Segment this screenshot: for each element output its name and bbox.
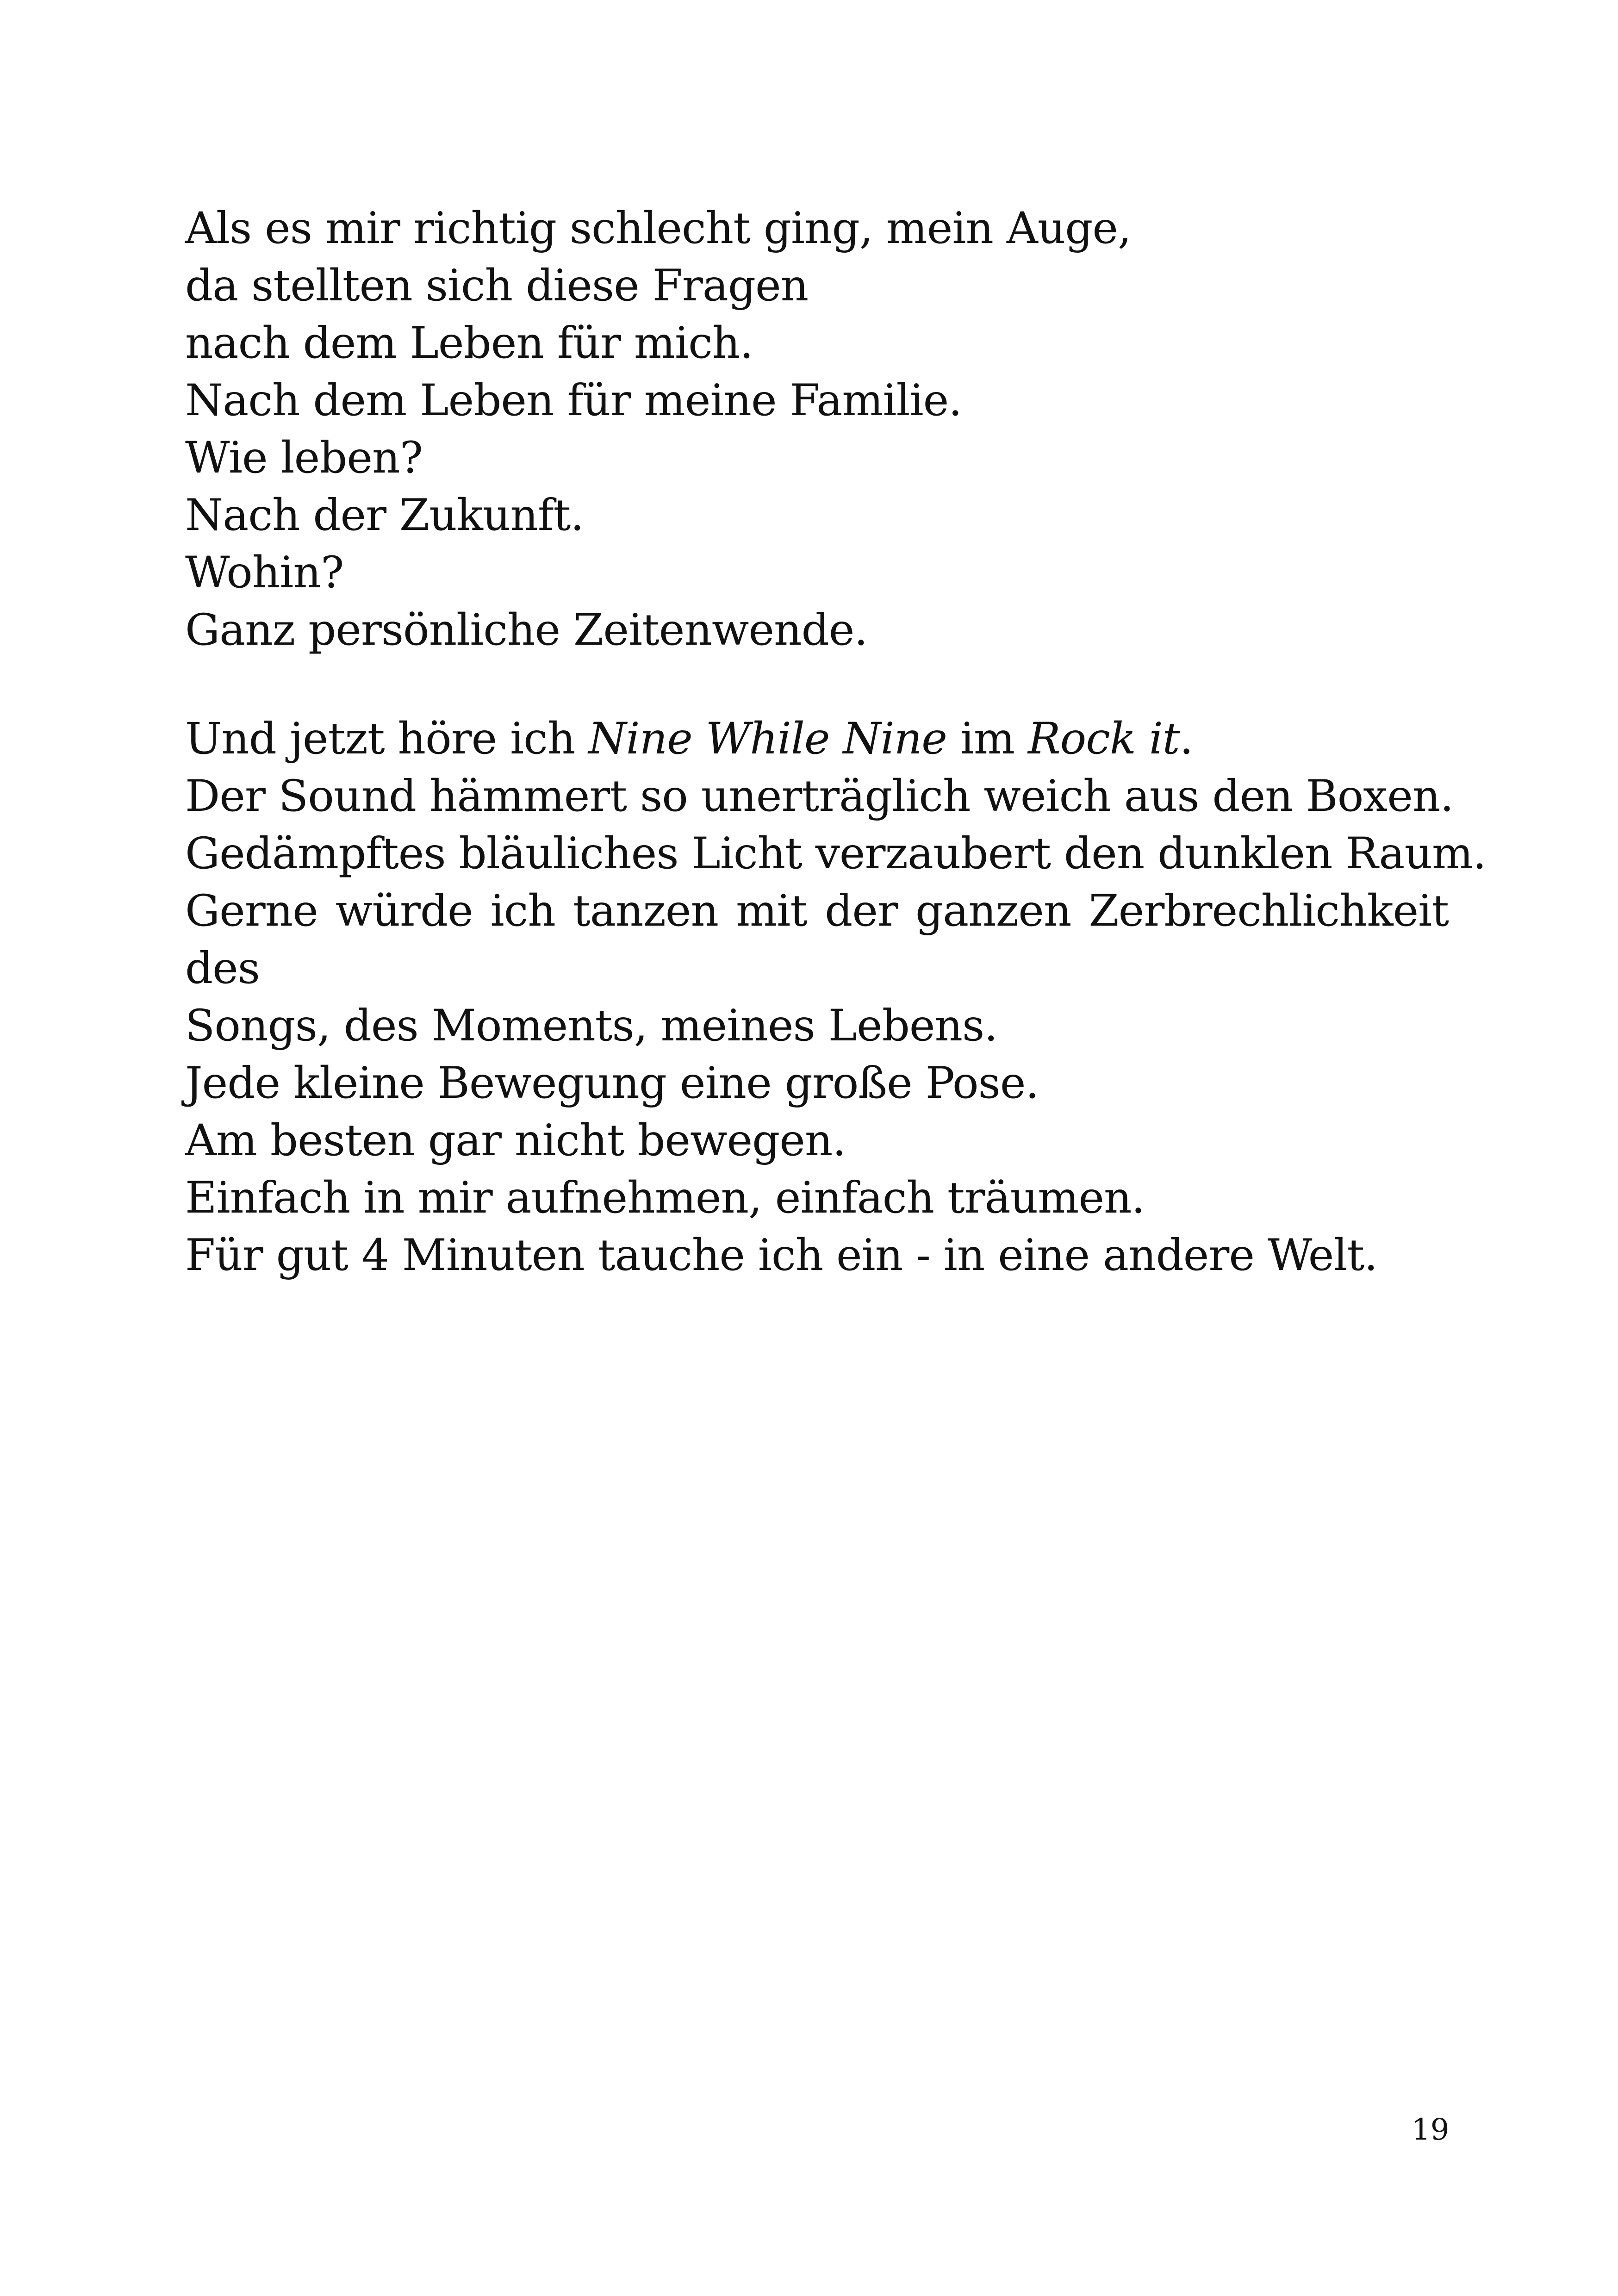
text-line: Ganz persönliche Zeitenwende. — [185, 605, 868, 655]
text-run: . — [1179, 714, 1193, 764]
venue-name: Rock it — [1027, 714, 1180, 764]
text-line: Gedämpftes bläuliches Licht verzaubert den dunklen Raum. — [185, 828, 1486, 879]
text-run: Und jetzt höre ich — [185, 714, 589, 764]
text-line: Jede kleine Bewegung eine große Pose. — [185, 1058, 1039, 1108]
text-run: im — [946, 714, 1028, 764]
text-line: nach dem Leben für mich. — [185, 318, 753, 368]
wrapped-line — [185, 883, 1449, 1055]
text-line: Nach der Zukunft. — [185, 490, 584, 541]
text-line: Wie leben? — [185, 433, 423, 483]
text-line: Songs, des Moments, meines Lebens. — [185, 1001, 998, 1051]
text-line: Der Sound hämmert so unerträglich weich aus den Boxen. — [185, 771, 1454, 821]
song-title: Nine While Nine — [588, 714, 947, 764]
page-number: 19 — [1412, 2113, 1450, 2147]
text-line: Am besten gar nicht bewegen. — [185, 1115, 846, 1166]
text-line: Wohin? — [185, 548, 344, 598]
text-line: Für gut 4 Minuten tauche ich ein - in eine andere Welt. — [185, 1230, 1378, 1281]
text-line: Gerne würde ich tanzen mit der ganzen Zerbrechlichkeit des — [185, 886, 1449, 994]
stanza-2 — [185, 710, 1486, 1284]
text-line — [185, 710, 1449, 768]
stanza-1 — [185, 200, 1449, 659]
text-line: Als es mir richtig schlecht ging, mein Auge, — [185, 203, 1131, 254]
text-line: da stellten sich diese Fragen — [185, 261, 809, 311]
text-line: Einfach in mir aufnehmen, einfach träumen. — [185, 1173, 1145, 1223]
text-line: Nach dem Leben für meine Familie. — [185, 375, 962, 426]
